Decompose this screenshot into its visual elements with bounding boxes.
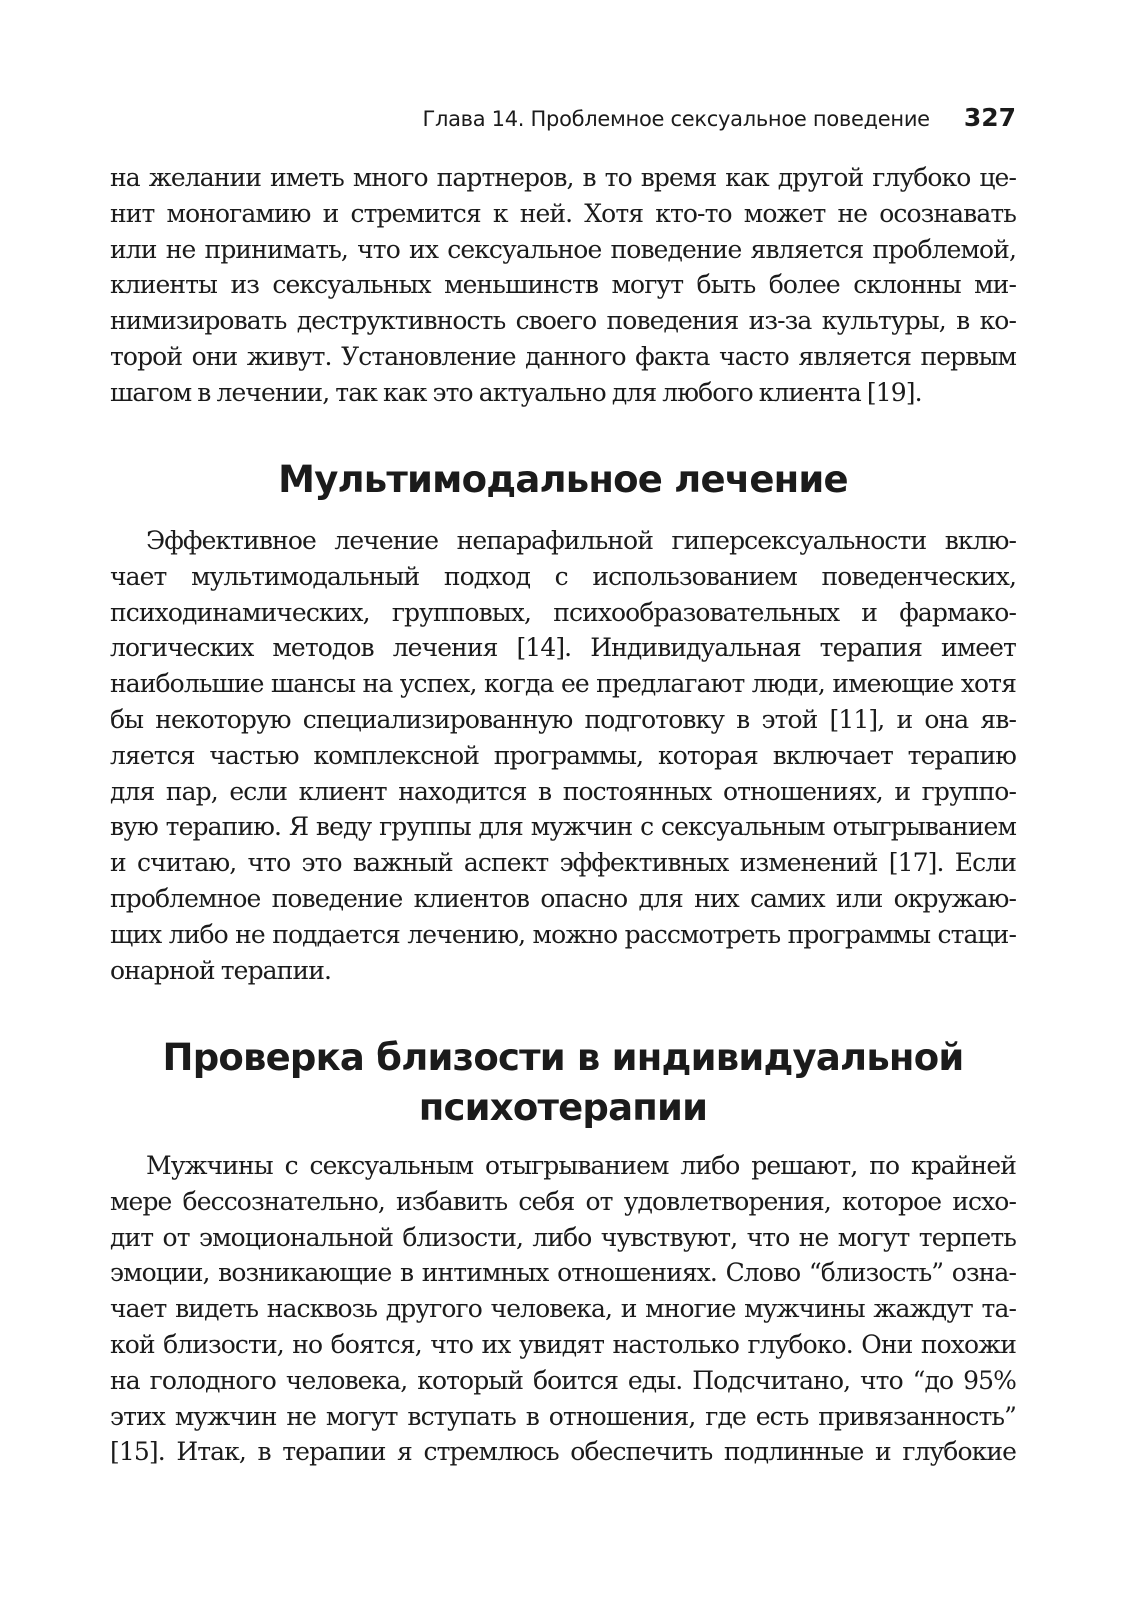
text-line: чает мультимодальный подход с использованием поведенческих, [110,561,1016,591]
text-line: на желании иметь много партнеров, в то время как другой глубоко це- [110,163,1016,192]
text-line: мере бессознательно, избавить себя от удовлетворения, которое исхо- [110,1186,1016,1216]
section-heading-multimodal: Мультимодальное лечение [278,458,848,501]
paragraph-3 [110,1148,1016,1470]
text-line: Мужчины с сексуальным отыгрыванием либо решают, по крайней [146,1151,1016,1180]
section-heading-intimacy [110,1033,1016,1133]
text-line: чает видеть насквозь другого человека, и многие мужчины жаждут та- [110,1294,1016,1324]
text-line: этих мужчин не могут вступать в отношения, где есть привязанность” [110,1401,1016,1431]
text-line: наибольшие шансы на успех, когда ее предлагают люди, имеющие хотя [110,669,1016,699]
text-line: онарной терапии. [110,955,332,985]
chapter-title: Глава 14. Проблемное сексуальное поведение [422,107,930,131]
text-line: нит моногамию и стремится к ней. Хотя кто-то может не осознавать [110,198,1016,228]
text-line: [15]. Итак, в терапии я стремлюсь обеспечить подлинные и глубокие [110,1437,1016,1467]
text-line: на голодного человека, который боится еды. Подсчитано, что “до 95% [110,1365,1016,1395]
heading-line: Проверка близости в индивидуальной [162,1036,964,1079]
text-line: щих либо не поддается лечению, можно рассмотреть программы стаци- [110,919,1016,949]
text-line: шагом в лечении, так как это актуально для любого клиента [19]. [110,377,922,407]
text-line: ляется частью комплексной программы, которая включает терапию [110,740,1016,770]
text-line: и считаю, что это важный аспект эффективных изменений [17]. Если [110,848,1016,878]
text-line: или не принимать, что их сексуальное поведение является проблемой, [110,234,1016,264]
text-line: логических методов лечения [14]. Индивидуальная терапия имеет [110,633,1016,663]
text-line: Эффективное лечение непарафильной гиперсексуальности вклю- [146,526,1016,555]
text-line: эмоции, возникающие в интимных отношениях. Слово “близость” озна- [110,1258,1016,1288]
text-line: для пар, если клиент находится в постоянных отношениях, и группо- [110,776,1016,806]
page-number: 327 [963,103,1016,132]
paragraph-2 [110,523,1016,988]
text-line: клиенты из сексуальных меньшинств могут быть более склонны ми- [110,270,1016,300]
text-line: торой они живут. Установление данного факта часто является первым [110,341,1016,371]
text-line: проблемное поведение клиентов опасно для них самих или окружаю- [110,883,1016,913]
paragraph-1 [110,160,1016,411]
text-line: психодинамических, групповых, психообразовательных и фармако- [110,597,1016,627]
text-line: кой близости, но боятся, что их увидят настолько глубоко. Они похожи [110,1329,1016,1359]
text-line: дит от эмоциональной близости, либо чувствуют, что не могут терпеть [110,1222,1016,1252]
text-line: нимизировать деструктивность своего поведения из-за культуры, в ко- [110,306,1016,336]
heading-line: психотерапии [418,1086,708,1129]
text-line: вую терапию. Я веду группы для мужчин с сексуальным отыгрыванием [110,812,1016,842]
text-line: бы некоторую специализированную подготовку в этой [11], и она яв- [110,704,1016,734]
running-header [110,100,1016,136]
